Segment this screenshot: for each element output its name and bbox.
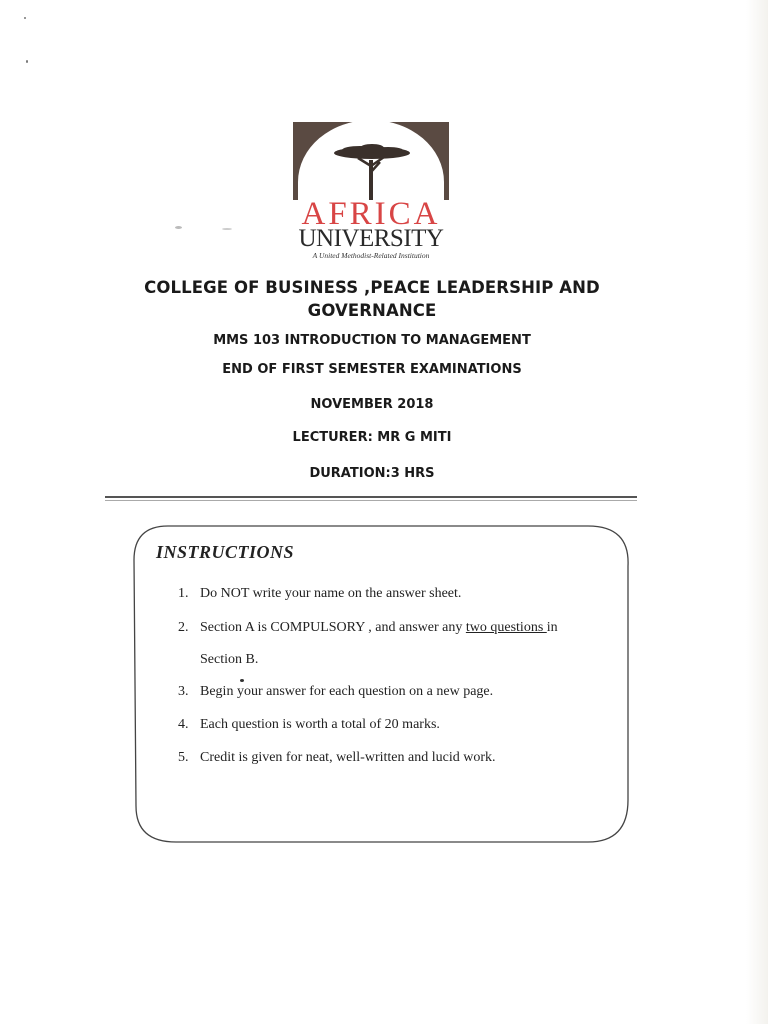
instructions-title: INSTRUCTIONS xyxy=(156,542,295,562)
instruction-continuation: Section B. xyxy=(200,652,259,667)
instruction-text: Do NOT write your name on the answer sheet. xyxy=(200,586,462,601)
instruction-number: 5. xyxy=(178,750,189,765)
course-title: MMS 103 INTRODUCTION TO MANAGEMENT xyxy=(213,333,531,348)
logo-tagline: A United Methodist-Related Institution xyxy=(312,251,430,260)
instruction-text: in xyxy=(546,620,558,635)
lecturer: LECTURER: MR G MITI xyxy=(292,430,452,445)
ink-mark xyxy=(240,679,244,682)
logo-wordmark-africa: AFRICA xyxy=(301,196,441,232)
instruction-item xyxy=(178,619,598,637)
instruction-text: Each question is worth a total of 20 marks. xyxy=(200,717,440,732)
instruction-underlined-text: two questions xyxy=(465,620,547,635)
duration: DURATION:3 HRS xyxy=(309,466,435,481)
exam-title: END OF FIRST SEMESTER EXAMINATIONS xyxy=(222,362,522,377)
instruction-text: Credit is given for neat, well-written and lucid work. xyxy=(200,750,496,765)
instruction-number: 1. xyxy=(178,586,189,601)
instruction-item xyxy=(178,683,598,701)
instruction-number: 3. xyxy=(178,684,189,699)
instruction-item xyxy=(178,716,598,734)
instruction-text: Begin your answer for each question on a new page. xyxy=(200,684,494,699)
college-title: COLLEGE OF BUSINESS ,PEACE LEADERSHIP AND GOVERNANCE xyxy=(144,278,600,320)
instruction-item xyxy=(178,749,598,767)
logo-wordmark-university: UNIVERSITY xyxy=(298,225,444,252)
instruction-text: Section A is COMPULSORY , and answer any xyxy=(200,620,466,635)
exam-date: NOVEMBER 2018 xyxy=(310,397,434,412)
instruction-number: 4. xyxy=(178,717,189,732)
instruction-number: 2. xyxy=(178,620,189,635)
instruction-item xyxy=(178,585,598,603)
